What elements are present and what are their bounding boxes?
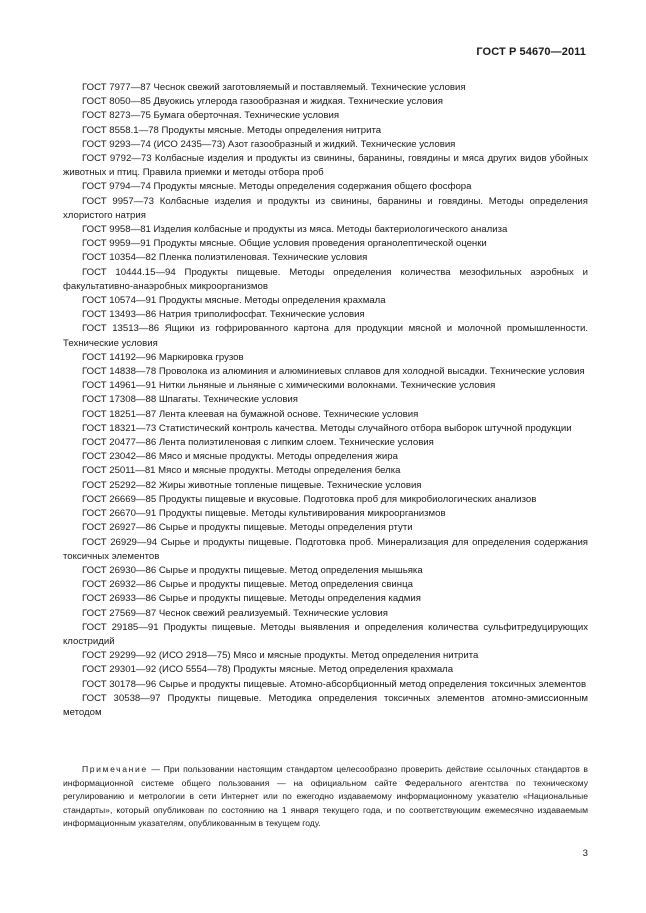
reference-item: ГОСТ 14192—96 Маркировка грузов [82,351,244,363]
reference-item: ГОСТ 10444.15—94 Продукты пищевые. Методы определения количества мезофильных аэробных и факультативно-анаэробных микроорганизмов [63,266,588,292]
reference-item: ГОСТ 9293—74 (ИСО 2435—73) Азот газообразный и жидкий. Технические условия [82,138,456,150]
reference-item: ГОСТ 26930—86 Сырье и продукты пищевые. Метод определения мышьяка [82,564,423,576]
reference-item: ГОСТ 26932—86 Сырье и продукты пищевые. Метод определения свинца [82,579,413,591]
reference-item: ГОСТ 29185—91 Продукты пищевые. Методы выявления и определения количества сульфитредуцирующих клостридий [63,621,588,647]
reference-item: ГОСТ 27569—87 Чеснок свежий реализуемый. Технические условия [82,607,388,619]
page-number: 3 [582,848,588,859]
reference-item: ГОСТ 30538—97 Продукты пищевые. Методика определения токсичных элементов атомно-эмиссионным методом [63,692,588,718]
reference-item: ГОСТ 18251—87 Лента клеевая на бумажной основе. Технические условия [82,408,419,420]
reference-item: ГОСТ 20477—86 Лента полиэтиленовая с липким слоем. Технические условия [82,437,434,449]
reference-item: ГОСТ 8558.1—78 Продукты мясные. Методы определения нитрита [82,124,382,136]
reference-item: ГОСТ 26669—85 Продукты пищевые и вкусовые. Подготовка проб для микробиологических анализов [82,493,537,505]
reference-item: ГОСТ 26933—86 Сырье и продукты пищевые. Методы определения кадмия [82,593,421,605]
note-label: Примечание [82,764,148,774]
reference-item: ГОСТ 8050—85 Двуокись углерода газообразная и жидкая. Технические условия [82,96,443,108]
reference-item: ГОСТ 9792—73 Колбасные изделия и продукты из свинины, баранины, говядины и мяса других видов убойных животных и птиц. Правила приемки и методы отбора проб [63,153,588,179]
note-text: — При пользовании настоящим стандартом целесообразно проверить действие ссылочных стандартов в информационной системе общего пользования — на официальном сайте Федерального агентства по техническому регулированию и метрологии в сети Интернет или по ежегодно издаваемому информационному указателю «Национальные стандарты», который опубликован по состоянию на 1 января текущего года, и по соответствующим ежемесячно издаваемым информационным указателям, опубликованным в текущем году. [63,764,588,829]
reference-item: ГОСТ 25011—81 Мясо и мясные продукты. Методы определения белка [82,465,401,477]
reference-item: ГОСТ 17308—88 Шпагаты. Технические условия [82,394,298,406]
standard-header: ГОСТ Р 54670—2011 [476,46,586,58]
reference-item: ГОСТ 13493—86 Натрия триполифосфат. Технические условия [82,309,365,321]
note-paragraph [63,763,588,831]
reference-item: ГОСТ 30178—96 Сырье и продукты пищевые. Атомно-абсорбционный метод определения токсичных элементов [82,678,587,690]
reference-item: ГОСТ 26929—94 Сырье и продукты пищевые. Подготовка проб. Минерализация для определения содержания токсичных элементов [63,536,588,562]
reference-item: ГОСТ 13513—86 Ящики из гофрированного картона для продукции мясной и молочной промышленности. Технические условия [63,323,588,349]
reference-item: ГОСТ 26670—91 Продукты пищевые. Методы культивирования микроорганизмов [82,508,446,520]
reference-item: ГОСТ 10574—91 Продукты мясные. Методы определения крахмала [82,295,386,307]
reference-item: ГОСТ 9959—91 Продукты мясные. Общие условия проведения органолептической оценки [82,238,487,250]
reference-item: ГОСТ 10354—82 Пленка полиэтиленовая. Технические условия [82,252,368,264]
normative-references-list [63,81,588,720]
reference-item: ГОСТ 29301—92 (ИСО 5554—78) Продукты мясные. Метод определения крахмала [82,664,454,676]
reference-item: ГОСТ 29299—92 (ИСО 2918—75) Мясо и мясные продукты. Метод определения нитрита [82,650,479,662]
reference-item: ГОСТ 25292—82 Жиры животные топленые пищевые. Технические условия [82,479,422,491]
reference-item: ГОСТ 14838—78 Проволока из алюминия и алюминиевых сплавов для холодной высадки. Технические условия [82,366,585,378]
reference-item: ГОСТ 14961—91 Нитки льняные и льняные с химическими волокнами. Технические условия [82,380,496,392]
reference-item: ГОСТ 18321—73 Статистический контроль качества. Методы случайного отбора выборок штучной продукции [82,422,572,434]
reference-item: ГОСТ 9958—81 Изделия колбасные и продукты из мяса. Методы бактериологического анализа [82,224,508,236]
reference-item: ГОСТ 23042—86 Мясо и мясные продукты. Методы определения жира [82,451,398,463]
reference-item: ГОСТ 9794—74 Продукты мясные. Методы определения содержания общего фосфора [82,181,472,193]
reference-item: ГОСТ 8273—75 Бумага оберточная. Технические условия [82,110,340,122]
reference-item: ГОСТ 26927—86 Сырье и продукты пищевые. Методы определения ртути [82,522,413,534]
reference-item: ГОСТ 7977—87 Чеснок свежий заготовляемый и поставляемый. Технические условия [82,82,466,93]
reference-item: ГОСТ 9957—73 Колбасные изделия и продукты из свинины, баранины и говядины. Методы определения хлористого натрия [63,195,588,221]
